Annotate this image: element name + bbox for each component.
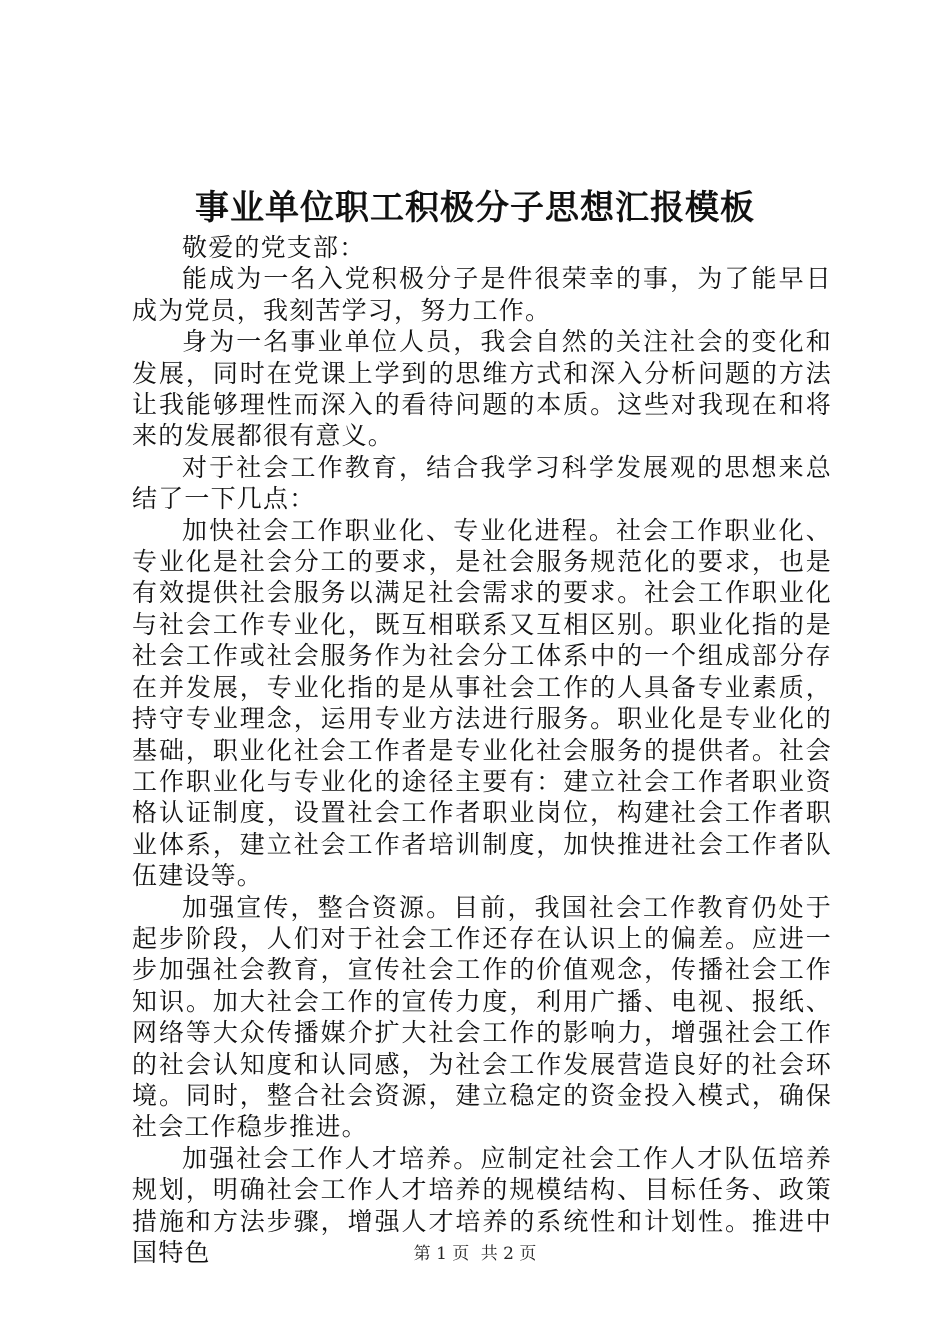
paragraph: 加强社会工作人才培养。应制定社会工作人才队伍培养规划，明确社会工作人才培养的规模结构、目标任务、政策措施和方法步骤，增强人才培养的系统性和计划性。推进中国特色 <box>132 1143 832 1267</box>
page-total: 共 2 页 <box>480 1244 537 1264</box>
greeting-line: 敬爱的党支部： <box>182 233 366 262</box>
paragraph: 对于社会工作教育，结合我学习科学发展观的思想来总结了一下几点： <box>132 452 832 514</box>
page-footer <box>0 1243 950 1265</box>
document-title: 事业单位职工积极分子思想汇报模板 <box>195 188 755 228</box>
document-body <box>132 232 832 1268</box>
page-number: 第 1 页 <box>413 1244 470 1264</box>
paragraph: 加快社会工作职业化、专业化进程。社会工作职业化、专业化是社会分工的要求，是社会服务规范化的要求，也是有效提供社会服务以满足社会需求的要求。社会工作职业化与社会工作专业化，既互相联系又互相区别。职业化指的是社会工作或社会服务作为社会分工体系中的一个组成部分存在并发展，专业化指的是从事社会工作的人具备专业素质，持守专业理念，运用专业方法进行服务。职业化是专业化的基础，职业化社会工作者是专业化社会服务的提供者。社会工作职业化与专业化的途径主要有：建立社会工作者职业资格认证制度，设置社会工作者职业岗位，构建社会工作者职业体系，建立社会工作者培训制度，加快推进社会工作者队伍建设等。 <box>132 515 832 891</box>
paragraph: 能成为一名入党积极分子是件很荣幸的事，为了能早日成为党员，我刻苦学习，努力工作。 <box>132 264 832 325</box>
paragraph: 加强宣传，整合资源。目前，我国社会工作教育仍处于起步阶段，人们对于社会工作还存在认识上的偏差。应进一步加强社会教育，宣传社会工作的价值观念，传播社会工作知识。加大社会工作的宣传力度，利用广播、电视、报纸、网络等大众传播媒介扩大社会工作的影响力，增强社会工作的社会认知度和认同感，为社会工作发展营造良好的社会环境。同时，整合社会资源，建立稳定的资金投入模式，确保社会工作稳步推进。 <box>132 892 832 1142</box>
paragraph: 身为一名事业单位人员，我会自然的关注社会的变化和发展，同时在党课上学到的思维方式和深入分析问题的方法让我能够理性而深入的看待问题的本质。这些对我现在和将来的发展都很有意义。 <box>132 327 832 451</box>
